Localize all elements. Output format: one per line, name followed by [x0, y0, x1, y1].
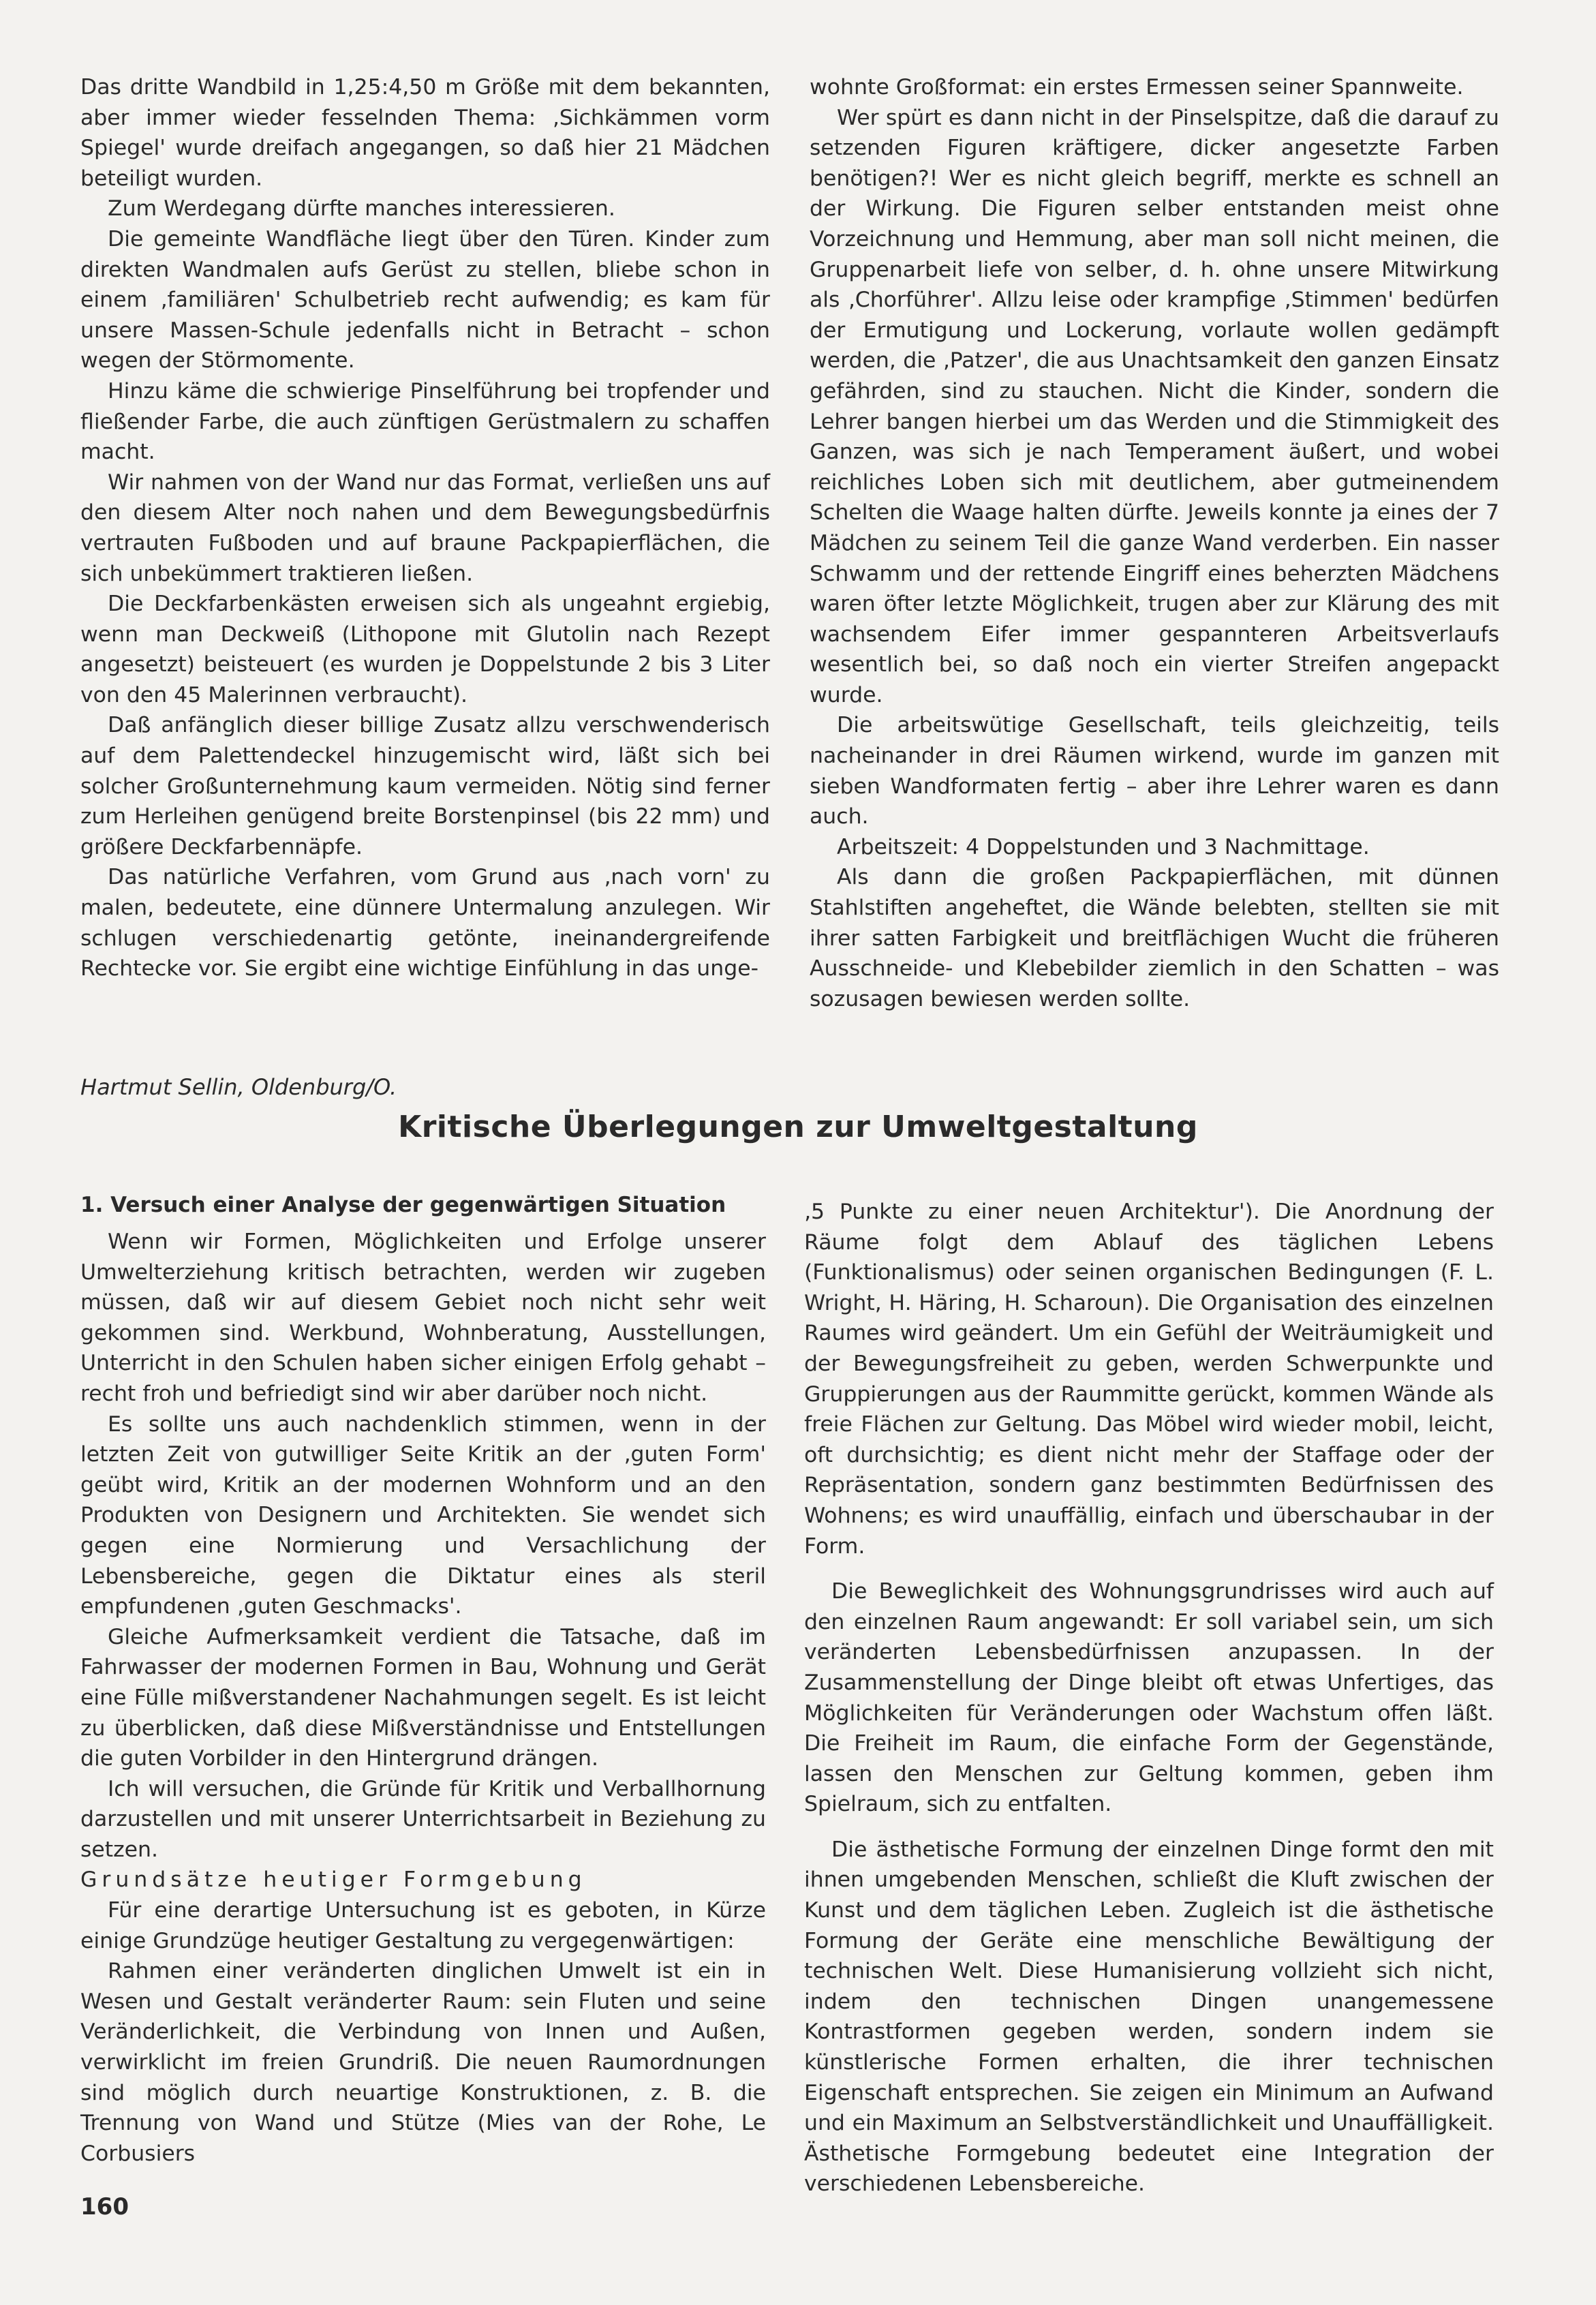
paragraph: Für eine derartige Untersuchung ist es geboten, in Kürze einige Grundzüge heutiger Gestaltung zu vergegenwärtigen: — [80, 1898, 766, 1953]
article-author: Hartmut Sellin, Oldenburg/O. — [80, 1074, 397, 1100]
paragraph: Gleiche Aufmerksamkeit verdient die Tatsache, daß im Fahrwasser der modernen Formen in Bau, Wohnung und Gerät eine Fülle mißverstandener Nachahmungen segelt. Es ist leicht zu überblicken, daß diese Mißverständnisse und Entstellungen die guten Vorbilder in den Hintergrund drängen. — [80, 1624, 766, 1771]
paragraph: Die Deckfarbenkästen erweisen sich als ungeahnt ergiebig, wenn man Deckweiß (Lithopone mit Glutolin nach Rezept angesetzt) beisteuert (es wurden je Doppelstunde 2 bis 3 Liter von den 45 Malerinnen verbraucht). — [80, 592, 770, 707]
paragraph: Das natürliche Verfahren, vom Grund aus ‚nach vorn' zu malen, bedeutete, eine dünnere Untermalung anzulegen. Wir schlugen verschiedenartig getönte, ineinandergreifende Rechtecke vor. Sie ergibt eine wichtige Einfühlung in das unge- — [80, 865, 770, 981]
paragraph: Rahmen einer veränderten dinglichen Umwelt ist ein in Wesen und Gestalt veränderter Raum: sein Fluten und seine Veränderlichkeit, die Verbindung von Innen und Außen, verwirklicht im freien Grundriß. Die neuen Raumordnungen sind möglich durch neuartige Konstruktionen, z. B. die Trennung von Wand und Stütze (Mies van der Rohe, Le Corbusiers — [80, 1959, 766, 2166]
bottom-left-column — [80, 1227, 766, 2169]
paragraph: Es sollte uns auch nachdenklich stimmen, wenn in der letzten Zeit von gutwilliger Seite Kritik an der ‚guten Form' geübt wird, Kritik an der modernen Wohnform und an den Produkten von Designern und Architekten. Sie wendet sich gegen eine Normierung und Versachlichung der Lebensbereiche, gegen die Diktatur eines als steril empfundenen ‚guten Geschmacks'. — [80, 1411, 766, 1619]
top-left-column — [80, 72, 770, 984]
paragraph: Ich will versuchen, die Gründe für Kritik und Verballhornung darzustellen und mit unserer Unterrichtsarbeit in Beziehung zu setzen. — [80, 1776, 766, 1862]
subheading: Grundsätze heutiger Formgebung — [80, 1867, 587, 1893]
paragraph: Zum Werdegang dürfte manches interessieren. — [108, 196, 615, 222]
paragraph: wohnte Großformat: ein erstes Ermessen seiner Spannweite. — [810, 75, 1464, 100]
paragraph: ‚5 Punkte zu einer neuen Architektur'). Die Anordnung der Räume folgt dem Ablauf des täglichen Lebens (Funktionalismus) oder seinen organischen Bedingungen (F. L. Wright, H. Häring, H. Scharoun). Die Organisation des einzelnen Raumes wird geändert. Um ein Gefühl der Weiträumigkeit und der Bewegungsfreiheit zu geben, werden Schwerpunkte und Gruppierungen aus der Raummitte gerückt, kommen Wände als freie Flächen zur Geltung. Das Möbel wird wieder mobil, leicht, oft durchsichtig; es dient nicht mehr der Staffage oder der Repräsentation, sondern ganz bestimmten Bedürfnissen des Wohnens; es wird unauffällig, einfach und überschaubar in der Form. — [804, 1200, 1494, 1559]
paragraph: Wir nahmen von der Wand nur das Format, verließen uns auf den diesem Alter noch nahen und dem Bewegungsbedürfnis vertrauten Fußboden und auf braune Packpapierflächen, die sich unbekümmert traktieren ließen. — [80, 470, 770, 586]
section-heading: 1. Versuch einer Analyse der gegenwärtigen Situation — [80, 1193, 726, 1217]
top-right-column — [810, 72, 1499, 1014]
paragraph: Die ästhetische Formung der einzelnen Dinge formt den mit ihnen umgebenden Menschen, schließt die Kluft zwischen der Kunst und dem täglichen Leben. Zugleich ist die ästhetische Formung der Geräte eine menschliche Bewältigung der technischen Welt. Diese Humanisierung vollzieht sich nicht, indem den technischen Dingen unangemessene Kontrastformen gegeben werden, sondern indem sie künstlerische Formen erhalten, die ihrer technischen Eigenschaft entsprechen. Sie zeigen ein Minimum an Aufwand und ein Maximum an Selbstverständlichkeit und Unauffälligkeit. Ästhetische Formgebung bedeutet eine Integration der verschiedenen Lebensbereiche. — [804, 1837, 1494, 2197]
paragraph: Als dann die großen Packpapierflächen, mit dünnen Stahlstiften angeheftet, die Wände belebten, stellten sie mit ihrer satten Farbigkeit und breitflächigen Wucht die früheren Ausschneide- und Klebebilder ziemlich in den Schatten – was sozusagen bewiesen werden sollte. — [810, 865, 1499, 1011]
paragraph: Die Beweglichkeit des Wohnungsgrundrisses wird auch auf den einzelnen Raum angewandt: Er soll variabel sein, um sich veränderten Lebensbedürfnissen anzupassen. In der Zusammenstellung der Dinge bleibt oft etwas Unfertiges, das Möglichkeiten für Veränderungen oder Wachstum offen läßt. Die Freiheit im Raum, die einfache Form der Gegenstände, lassen den Menschen zur Geltung kommen, geben ihm Spielraum, sich zu entfalten. — [804, 1579, 1494, 1817]
article-title: Kritische Überlegungen zur Umweltgestaltung — [398, 1110, 1198, 1144]
paragraph: Die arbeitswütige Gesellschaft, teils gleichzeitig, teils nacheinander in drei Räumen wirkend, wurde im ganzen mit sieben Wandformaten fertig – aber ihre Lehrer waren es dann auch. — [810, 713, 1499, 829]
page-number: 160 — [80, 2193, 129, 2220]
paragraph: Das dritte Wandbild in 1,25:4,50 m Größe mit dem bekannten, aber immer wieder fesselnden Thema: ‚Sichkämmen vorm Spiegel' wurde dreifach angegangen, so daß hier 21 Mädchen beteiligt wurden. — [80, 75, 770, 191]
paragraph: Daß anfänglich dieser billige Zusatz allzu verschwenderisch auf dem Palettendeckel hinzugemischt wird, läßt sich bei solcher Großunternehmung kaum vermeiden. Nötig sind ferner zum Herleihen genügend breite Borstenpinsel (bis 22 mm) und größere Deckfarbennäpfe. — [80, 713, 770, 859]
paragraph: Wer spürt es dann nicht in der Pinselspitze, daß die darauf zu setzenden Figuren kräftigere, dicker angesetzte Farben benötigen?! Wer es nicht gleich begriff, merkte es schnell an der Wirkung. Die Figuren selber entstanden meist ohne Vorzeichnung und Hemmung, aber man soll nicht meinen, die Gruppenarbeit liefe von selber, d. h. ohne unsere Mitwirkung als ‚Chorführer'. Allzu leise oder krampfige ‚Stimmen' bedürfen der Ermutigung und Lockerung, vorlaute wollen gedämpft werden, die ‚Patzer', die aus Unachtsamkeit den ganzen Einsatz gefährden, sind zu stauchen. Nicht die Kinder, sondern die Lehrer bangen hierbei um das Werden und die Stimmigkeit des Ganzen, was sich je nach Temperament äußert, und wobei reichliches Loben sich mit deutlichem, aber gutmeinendem Schelten die Waage halten dürfte. Jeweils konnte ja eines der 7 Mädchen zu seinem Teil die ganze Wand verderben. Ein nasser Schwamm und der rettende Eingriff eines beherzten Mädchens waren öfter letzte Möglichkeit, trugen aber zur Klärung des mit wachsendem Eifer immer gespannteren Arbeitsverlaufs wesentlich bei, so daß noch ein vierter Streifen angepackt wurde. — [810, 105, 1499, 707]
paragraph: Wenn wir Formen, Möglichkeiten und Erfolge unserer Umwelterziehung kritisch betrachten, werden wir zugeben müssen, daß wir auf diesem Gebiet noch nicht sehr weit gekommen sind. Werkbund, Wohnberatung, Ausstellungen, Unterricht in den Schulen haben sicher einigen Erfolg gehabt – recht froh und befriedigt sind wir aber darüber noch nicht. — [80, 1230, 766, 1406]
paragraph: Arbeitszeit: 4 Doppelstunden und 3 Nachmittage. — [837, 834, 1370, 859]
paragraph: Hinzu käme die schwierige Pinselführung bei tropfender und fließender Farbe, die auch zünftigen Gerüstmalern zu schaffen macht. — [80, 378, 770, 465]
paragraph: Die gemeinte Wandfläche liegt über den Türen. Kinder zum direkten Wandmalen aufs Gerüst zu stellen, bliebe schon in einem ‚familiären' Schulbetrieb recht aufwendig; es kam für unsere Massen-Schule jedenfalls nicht in Betracht – schon wegen der Störmomente. — [80, 226, 770, 373]
bottom-right-column — [804, 1197, 1494, 2199]
